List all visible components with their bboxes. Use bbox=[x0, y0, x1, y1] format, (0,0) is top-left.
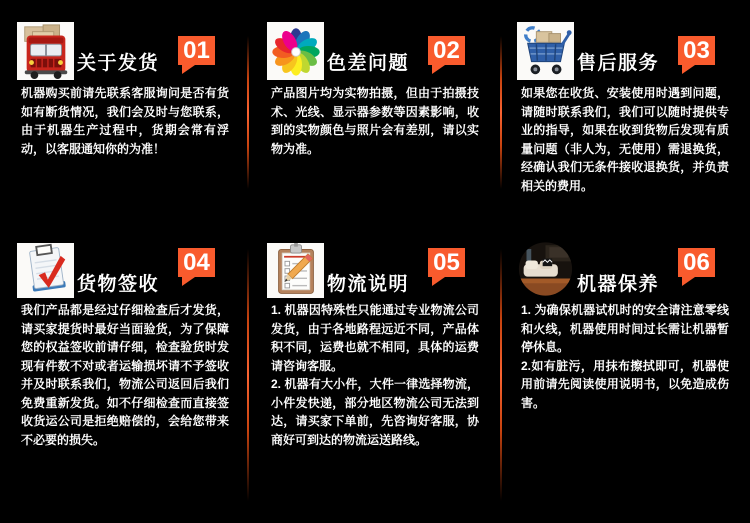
panel-body bbox=[21, 84, 229, 158]
panel-body bbox=[271, 301, 479, 449]
panel-goods-receipt bbox=[0, 230, 250, 523]
panel-title: 关于发货 bbox=[77, 53, 160, 74]
panel-paragraph: 我们产品都是经过仔细检查后才发货，请买家提货时最好当面验货，为了保障您的权益签收前请仔细，检查验货时发现有件数不对或者运输损坏请不予签收并及时联系我们，物流公司返回后我们免费重新发货。如不仔细检查而直接签收货运公司是拒绝赔偿的，会给您带来不必要的损失。 bbox=[21, 303, 229, 447]
panel-title: 物流说明 bbox=[327, 274, 410, 295]
truck-icon bbox=[17, 22, 74, 80]
panel-number-badge bbox=[678, 36, 715, 65]
panel-after-sales bbox=[500, 0, 750, 230]
panel-body bbox=[521, 301, 729, 412]
panel-number-badge bbox=[678, 248, 715, 277]
panel-body bbox=[521, 84, 729, 195]
column-divider bbox=[500, 249, 502, 501]
panel-number-badge bbox=[178, 248, 215, 277]
panel-number: 02 bbox=[433, 36, 460, 64]
panel-title: 售后服务 bbox=[577, 53, 660, 74]
panel-number: 04 bbox=[183, 248, 210, 276]
room-photo-icon bbox=[517, 240, 574, 298]
column-divider bbox=[500, 36, 502, 189]
panel-logistics bbox=[250, 230, 500, 523]
panel-color-difference bbox=[250, 0, 500, 230]
panel-number-badge bbox=[428, 248, 465, 277]
shopping-cart-icon bbox=[517, 22, 574, 80]
panel-number: 01 bbox=[183, 36, 210, 64]
panel-paragraph: 机器购买前请先联系客服询问是否有货如有断货情况，我们会及时与您联系，由于机器生产过程中，货期会常有浮动，以客服通知你的为准！ bbox=[21, 86, 229, 156]
panel-paragraph: 产品图片均为实物拍摄，但由于拍摄技术、光线、显示器参数等因素影响，收到的实物颜色与照片会有差别，请以实物为准。 bbox=[271, 86, 479, 156]
panel-body bbox=[271, 84, 479, 158]
panel-number: 05 bbox=[433, 248, 460, 276]
panel-body bbox=[21, 301, 229, 449]
panel-paragraph: 1. 为确保机器试机时的安全请注意零线和火线，机器使用时间过长需让机器暂停休息。 bbox=[521, 303, 729, 354]
panel-number-badge bbox=[428, 36, 465, 65]
panel-number-badge bbox=[178, 36, 215, 65]
column-divider bbox=[247, 249, 249, 501]
rainbow-flower-icon bbox=[267, 22, 324, 80]
panel-paragraph: 如果您在收货、安装使用时遇到问题，请随时联系我们，我们可以随时提供专业的指导，如果在收到货物后发现有质量问题（非人为，无使用）需退换货，经确认我们无条件接收退换货，并负责相关的费用。 bbox=[521, 86, 729, 193]
panel-paragraph: 2. 机器有大小件，大件一律选择物流，小件发快递，部分地区物流公司无法到达，请买家下单前，先咨询好客服，协商好可到达的物流运送路线。 bbox=[271, 377, 479, 447]
panel-paragraph: 1. 机器因特殊性只能通过专业物流公司发货，由于各地路程远近不同，产品体积不同，运费也就不相同，具体的运费请咨询客服。 bbox=[271, 303, 479, 373]
notepad-check-icon bbox=[17, 243, 74, 298]
panel-shipping bbox=[0, 0, 250, 230]
panel-number: 03 bbox=[683, 36, 710, 64]
column-divider bbox=[247, 36, 249, 189]
panel-number: 06 bbox=[683, 248, 710, 276]
panel-title: 货物签收 bbox=[77, 274, 160, 295]
clipboard-pencil-icon bbox=[267, 243, 324, 298]
panel-title: 色差问题 bbox=[327, 53, 410, 74]
panel-maintenance bbox=[500, 230, 750, 523]
panel-title: 机器保养 bbox=[577, 274, 660, 295]
panel-paragraph: 2.如有脏污，用抹布擦拭即可，机器使用前请先阅读使用说明书，以免造成伤害。 bbox=[521, 358, 729, 410]
